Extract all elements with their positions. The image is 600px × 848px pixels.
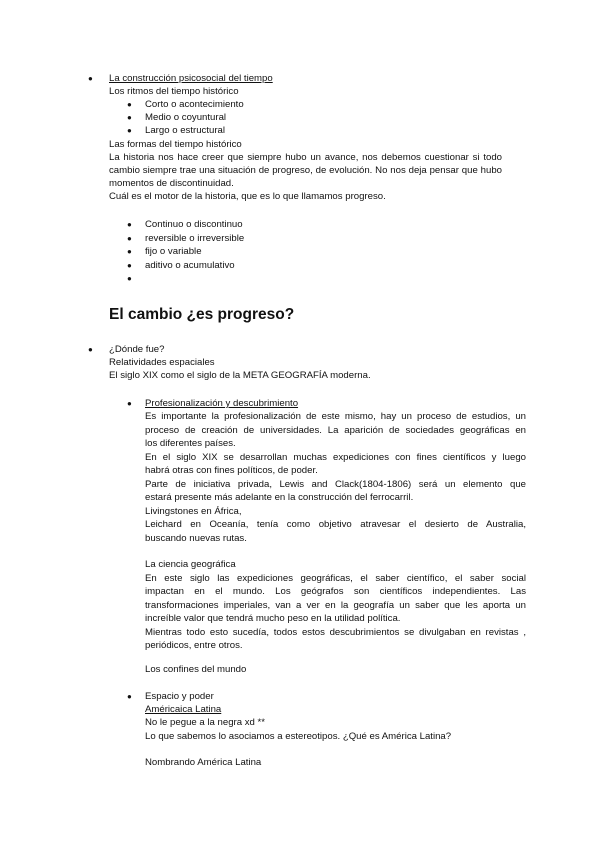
bullet: ● — [88, 345, 93, 354]
list-item: reversible o irreversible — [145, 233, 245, 244]
paragraph-line: estará presente más adelante en la construcción del ferrocarril. — [145, 492, 414, 503]
paragraph-line: Parte de iniciativa privada, Lewis and Clack(1804-1806) será un elemento que — [145, 479, 526, 490]
paragraph-line: En este siglo las expediciones geográficas, el saber científico, el saber social — [145, 573, 526, 584]
bullet: ● — [127, 234, 132, 243]
paragraph-line: Leichard en Oceanía, tenía como objetivo atravesar el desierto de Australia, — [145, 519, 526, 530]
paragraph-line: La historia nos hace creer que siempre hubo un avance, nos debemos cuestionar si todo — [109, 152, 502, 163]
paragraph-line: transformaciones imperiales, van a ver en la geografía un saber que les aporta un — [145, 600, 526, 611]
bullet: ● — [127, 692, 132, 701]
paragraph-line: proceso de creación de universidades. La aparición de sociedades geográficas en — [145, 425, 526, 436]
line-siglo-xix: El siglo XIX como el siglo de la META GEOGRAFÍA moderna. — [109, 370, 371, 381]
heading-cambio: El cambio ¿es progreso? — [109, 306, 295, 323]
paragraph-line: Es importante la profesionalización de este mismo, hay un proceso de estudios, un — [145, 411, 526, 422]
paragraph-line: los diferentes países. — [145, 438, 236, 449]
ciencia-title: La ciencia geográfica — [145, 559, 236, 570]
line-relatividades: Relatividades espaciales — [109, 357, 215, 368]
bullet: ● — [127, 113, 132, 122]
paragraph-line: En el siglo XIX se desarrollan muchas expediciones con fines científicos y luego — [145, 452, 526, 463]
list-item: Largo o estructural — [145, 125, 225, 136]
confines-line: Los confines del mundo — [145, 664, 247, 675]
bullet: ● — [127, 261, 132, 270]
line-nombrando: Nombrando América Latina — [145, 757, 262, 768]
paragraph-line: cambio siempre trae una situación de progreso, de evolución. No nos deja pensar que hubo — [109, 165, 502, 176]
bullet: ● — [127, 274, 132, 283]
paragraph-line: increíble valor que tendrá mucho peso en la utilidad política. — [145, 613, 401, 624]
forms-title: Las formas del tiempo histórico — [109, 139, 242, 150]
list-item: Medio o coyuntural — [145, 112, 227, 123]
subtitle-ritmos: Los ritmos del tiempo histórico — [109, 86, 239, 97]
paragraph-line: Cuál es el motor de la historia, que es lo que llamamos progreso. — [109, 191, 386, 202]
paragraph-line: momentos de discontinuidad. — [109, 178, 234, 189]
bullet: ● — [127, 247, 132, 256]
line-estereotipos: Lo que sabemos lo asociamos a estereotipos. ¿Qué es América Latina? — [145, 731, 452, 742]
list-item: Corto o acontecimiento — [145, 99, 244, 110]
question-donde: ¿Dónde fue? — [109, 344, 165, 355]
subsection-title-profesionalizacion: Profesionalización y descubrimiento — [145, 398, 299, 409]
bullet: ● — [127, 220, 132, 229]
list-item: fijo o variable — [145, 246, 202, 257]
bullet: ● — [88, 74, 93, 83]
paragraph-line: buscando nuevas rutas. — [145, 533, 247, 544]
list-item: aditivo o acumulativo — [145, 260, 235, 271]
subsection-title-espacio: Espacio y poder — [145, 691, 214, 702]
paragraph-line: habrá otras con fines políticos, de poder. — [145, 465, 318, 476]
list-item: Continuo o discontinuo — [145, 219, 243, 230]
bullet: ● — [127, 100, 132, 109]
paragraph-line: impactan en el mundo. Los geógrafos son científicos independientes. Las — [145, 586, 526, 597]
paragraph-line: Mientras todo esto sucedía, todos estos descubrimientos se divulgaban en revistas , — [145, 627, 526, 638]
bullet: ● — [127, 399, 132, 408]
paragraph-line: Livingstones en África, — [145, 506, 242, 517]
paragraph-line: periódicos, entre otros. — [145, 640, 243, 651]
americaica-latina: Américaica Latina — [145, 704, 222, 715]
section-title-tiempo: La construcción psicosocial del tiempo — [109, 73, 273, 84]
bullet: ● — [127, 126, 132, 135]
line-pegue: No le pegue a la negra xd ** — [145, 717, 266, 728]
